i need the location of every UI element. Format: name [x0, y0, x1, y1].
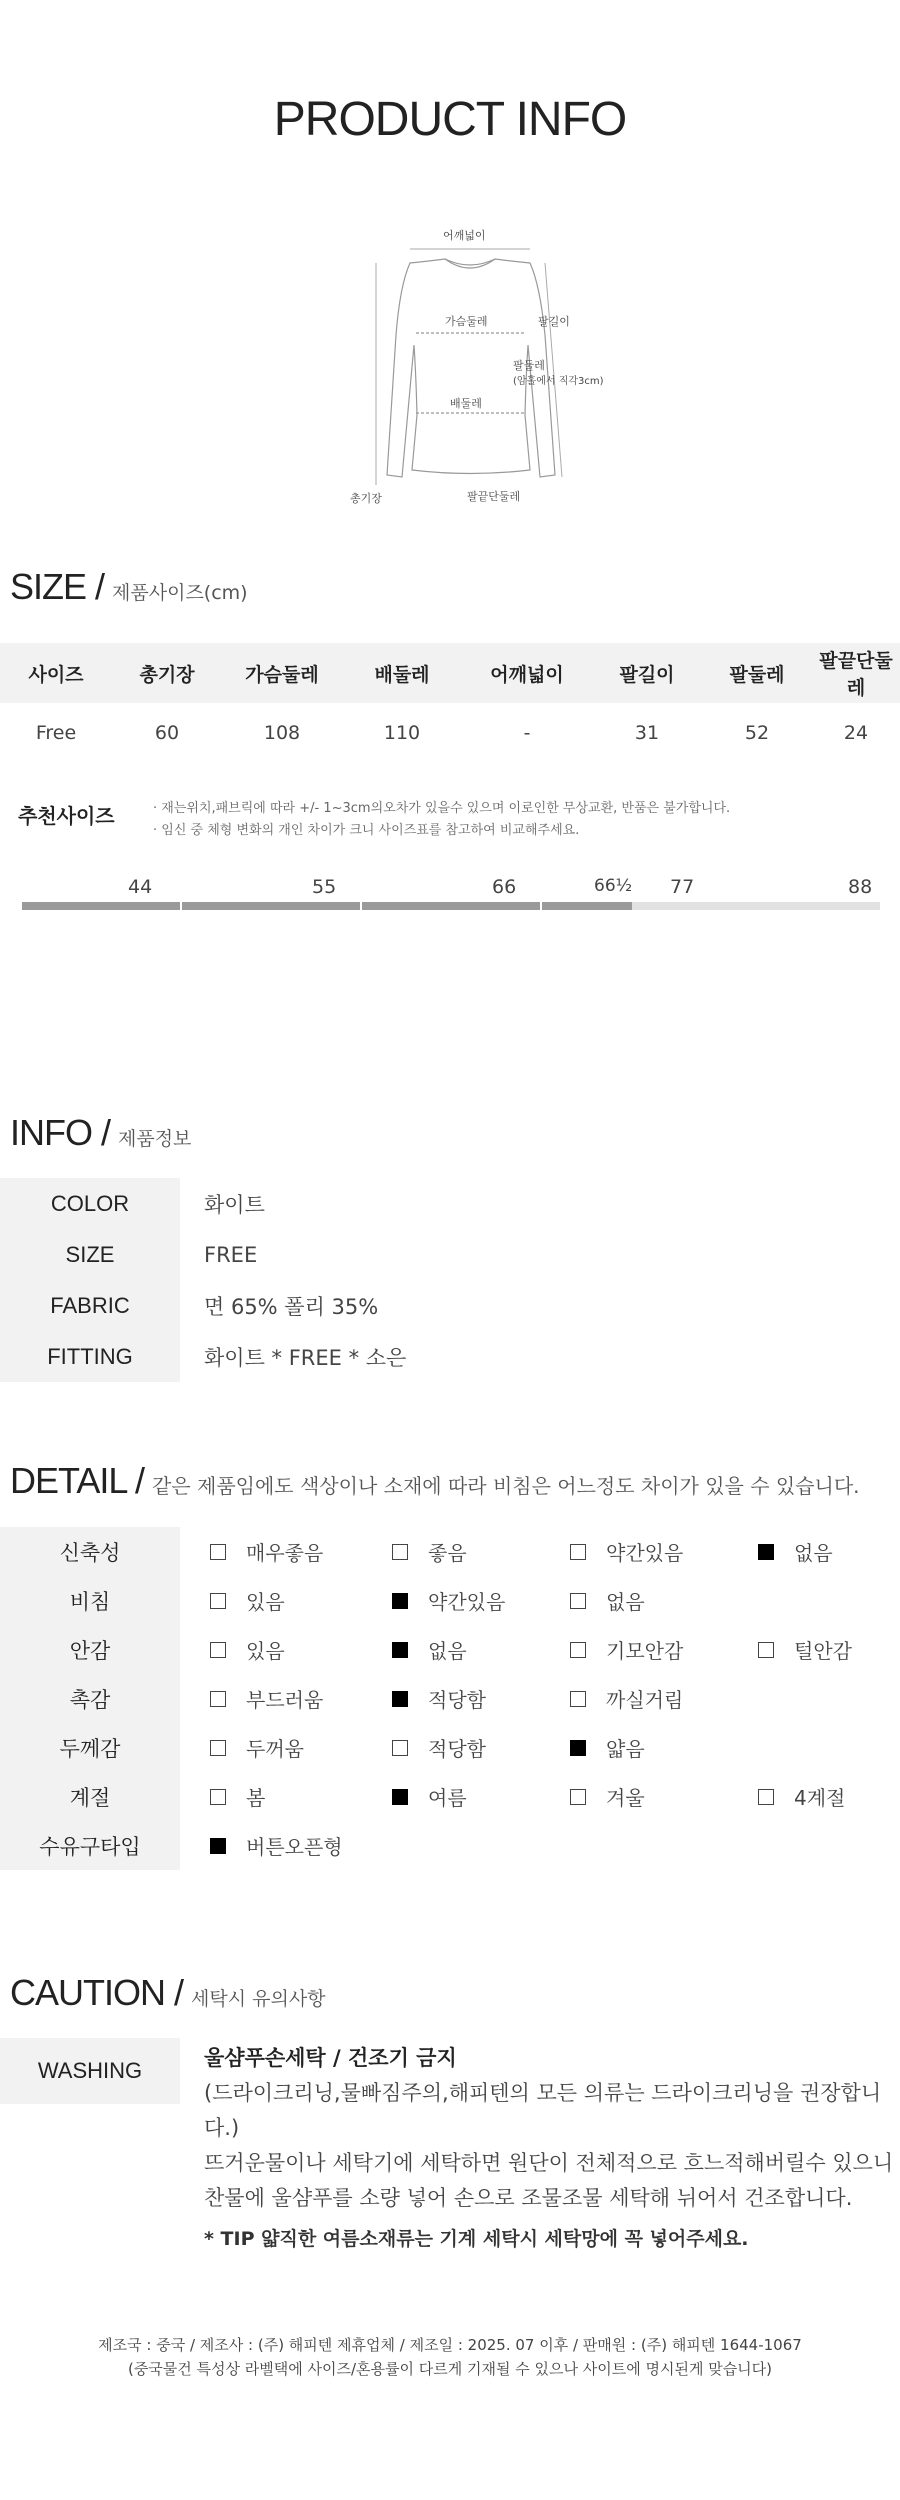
- detail-option-label: 두꺼움: [246, 1737, 304, 1761]
- caution-subheading: 세탁시 유의사항: [191, 1988, 326, 2010]
- detail-option: [570, 1772, 645, 1821]
- size-cell: 110: [383, 722, 421, 744]
- detail-option: [392, 1723, 486, 1772]
- unchecked-box-icon: [570, 1691, 586, 1707]
- diagram-label-chest: 가슴둘레: [445, 315, 488, 328]
- detail-option-label: 좋음: [428, 1541, 467, 1565]
- scale-bar-filled: [542, 902, 632, 910]
- detail-option-label: 약간있음: [428, 1590, 506, 1614]
- detail-section-heading: [10, 1460, 860, 1502]
- size-cell: -: [523, 722, 531, 744]
- info-table: [0, 1178, 900, 1382]
- detail-option-label: 까실거림: [606, 1688, 684, 1712]
- unchecked-box-icon: [210, 1691, 226, 1707]
- info-key: FITTING: [0, 1331, 180, 1382]
- scale-size-label: 66: [492, 876, 517, 898]
- size-cell: 108: [263, 722, 301, 744]
- unchecked-box-icon: [570, 1593, 586, 1609]
- detail-option: [210, 1576, 285, 1625]
- recommend-size-notes: [153, 798, 730, 842]
- detail-heading: DETAIL /: [10, 1460, 145, 1501]
- scale-bar-filled: [22, 902, 180, 910]
- scale-size-label: 66½: [594, 876, 633, 896]
- washing-details: [204, 2042, 894, 2251]
- detail-option-label: 부드러움: [246, 1688, 324, 1712]
- size-header-cell: 총기장: [139, 663, 195, 686]
- detail-option: [210, 1625, 285, 1674]
- detail-table: [0, 1527, 900, 1870]
- diagram-label-sleeve-circ-note: (암홀에서 직각3cm): [513, 376, 604, 387]
- detail-row: [0, 1772, 900, 1821]
- detail-option: [210, 1821, 343, 1870]
- page-title: PRODUCT INFO: [273, 93, 627, 146]
- detail-row: [0, 1723, 900, 1772]
- washing-line: 찬물에 울샴푸를 소량 넣어 손으로 조물조물 세탁해 뉘어서 건조합니다.: [204, 2186, 853, 2210]
- detail-option: [570, 1625, 683, 1674]
- unchecked-box-icon: [758, 1789, 774, 1805]
- footer-info: [0, 2333, 900, 2381]
- detail-option-label: 4계절: [794, 1786, 846, 1810]
- recommend-size-label: 추천사이즈: [18, 804, 115, 828]
- size-note: · 임신 중 체형 변화의 개인 차이가 크니 사이즈표를 참고하여 비교해주세요.: [153, 823, 580, 838]
- detail-option: [570, 1723, 645, 1772]
- diagram-label-cuff: 팔끝단둘레: [467, 490, 521, 503]
- footer-line: (중국물건 특성상 라벨택에 사이즈/혼용률이 다르게 기재될 수 있으나 사이트에 명시된게 맞습니다): [127, 2360, 773, 2378]
- detail-option-label: 있음: [246, 1639, 285, 1663]
- washing-label: WASHING: [0, 2038, 180, 2104]
- info-value: FREE: [204, 1242, 258, 1267]
- scale-size-label: 55: [312, 876, 337, 898]
- detail-row: [0, 1625, 900, 1674]
- detail-row: [0, 1576, 900, 1625]
- info-row: [0, 1331, 900, 1382]
- garment-size-diagram: [330, 215, 630, 515]
- scale-bar-filled: [362, 902, 540, 910]
- detail-option: [210, 1674, 323, 1723]
- checked-box-icon: [392, 1691, 408, 1707]
- size-subheading: 제품사이즈(cm): [112, 582, 248, 604]
- checked-box-icon: [392, 1593, 408, 1609]
- checked-box-icon: [758, 1544, 774, 1560]
- detail-option: [210, 1723, 304, 1772]
- detail-key: 수유구타입: [0, 1821, 180, 1870]
- diagram-label-waist: 배둘레: [450, 397, 482, 410]
- detail-option-label: 버튼오픈형: [246, 1835, 343, 1859]
- size-table-body: [0, 703, 900, 763]
- unchecked-box-icon: [758, 1642, 774, 1658]
- detail-option: [570, 1527, 683, 1576]
- detail-option-label: 기모안감: [606, 1639, 684, 1663]
- detail-option: [210, 1772, 265, 1821]
- shirt-outline-icon: [330, 215, 630, 515]
- washing-line: (드라이크리닝,물빠짐주의,해피텐의 모든 의류는 드라이크리닝을 권장합니다.): [204, 2081, 882, 2140]
- scale-bar-empty: [632, 902, 880, 910]
- detail-option-label: 없음: [606, 1590, 645, 1614]
- unchecked-box-icon: [392, 1544, 408, 1560]
- unchecked-box-icon: [210, 1642, 226, 1658]
- detail-option-label: 얇음: [606, 1737, 645, 1761]
- info-row: [0, 1229, 900, 1280]
- detail-option: [210, 1527, 323, 1576]
- detail-option-label: 여름: [428, 1786, 467, 1810]
- size-table-header: [0, 643, 900, 703]
- size-section-heading: [10, 566, 248, 608]
- checked-box-icon: [210, 1838, 226, 1854]
- detail-option: [570, 1576, 645, 1625]
- detail-option: [392, 1674, 486, 1723]
- info-row: [0, 1280, 900, 1331]
- diagram-label-sleeve-length: 팔길이: [538, 315, 570, 328]
- info-key: FABRIC: [0, 1280, 180, 1331]
- detail-row: [0, 1674, 900, 1723]
- info-value: 화이트 * FREE * 소은: [204, 1345, 407, 1370]
- detail-option: [392, 1772, 467, 1821]
- size-cell: Free: [35, 722, 77, 744]
- size-header-cell: 팔끝단둘레: [819, 650, 893, 699]
- size-cell: 52: [744, 722, 770, 744]
- checked-box-icon: [392, 1789, 408, 1805]
- info-subheading: 제품정보: [118, 1128, 192, 1150]
- size-header-cell: 사이즈: [28, 663, 84, 686]
- washing-tip: * TIP 얇직한 여름소재류는 기계 세탁시 세탁망에 꼭 넣어주세요.: [204, 2228, 749, 2250]
- scale-bar-filled: [182, 902, 360, 910]
- unchecked-box-icon: [210, 1544, 226, 1560]
- size-cell: 24: [843, 722, 869, 744]
- detail-option: [392, 1527, 467, 1576]
- info-key: COLOR: [0, 1178, 180, 1229]
- info-value: 면 65% 폴리 35%: [204, 1294, 379, 1319]
- detail-key: 두께감: [0, 1723, 180, 1772]
- detail-option-label: 겨울: [606, 1786, 645, 1810]
- detail-row: [0, 1821, 900, 1870]
- scale-size-label: 77: [670, 876, 695, 898]
- detail-option: [758, 1625, 852, 1674]
- size-header-cell: 팔둘레: [729, 663, 785, 686]
- detail-key: 비침: [0, 1576, 180, 1625]
- unchecked-box-icon: [210, 1740, 226, 1756]
- detail-row: [0, 1527, 900, 1576]
- footer-line: 제조국 : 중국 / 제조사 : (주) 해피텐 제휴업체 / 제조일 : 2025. 07 이후 / 판매원 : (주) 해피텐 1644-1067: [98, 2336, 802, 2354]
- size-header-cell: 가슴둘레: [245, 663, 319, 686]
- size-header-cell: 팔길이: [619, 663, 675, 686]
- detail-key: 신축성: [0, 1527, 180, 1576]
- unchecked-box-icon: [210, 1593, 226, 1609]
- washing-title: 울샴푸손세탁 / 건조기 금지: [204, 2046, 457, 2070]
- detail-option-label: 없음: [794, 1541, 833, 1565]
- detail-key: 계절: [0, 1772, 180, 1821]
- caution-heading: CAUTION /: [10, 1972, 184, 2013]
- size-table-row: [0, 703, 900, 763]
- detail-option-label: 털안감: [794, 1639, 852, 1663]
- washing-line: 뜨거운물이나 세탁기에 세탁하면 원단이 전체적으로 흐느적해버릴수 있으니: [204, 2151, 894, 2175]
- diagram-label-shoulder: 어깨넓이: [443, 229, 486, 242]
- unchecked-box-icon: [570, 1642, 586, 1658]
- detail-option-label: 적당함: [428, 1737, 486, 1761]
- detail-option-label: 있음: [246, 1590, 285, 1614]
- size-table: [0, 643, 900, 763]
- detail-option-label: 약간있음: [606, 1541, 684, 1565]
- size-cell: 31: [634, 722, 660, 744]
- detail-subheading: 같은 제품임에도 색상이나 소재에 따라 비침은 어느정도 차이가 있을 수 있습니다.: [152, 1474, 860, 1498]
- size-cell: 60: [154, 722, 180, 744]
- checked-box-icon: [392, 1642, 408, 1658]
- detail-option: [570, 1674, 683, 1723]
- size-header-cell: 어깨넓이: [490, 663, 564, 686]
- scale-size-label: 88: [848, 876, 873, 898]
- caution-section-heading: [10, 1972, 326, 2014]
- info-row: [0, 1178, 900, 1229]
- unchecked-box-icon: [392, 1740, 408, 1756]
- unchecked-box-icon: [570, 1544, 586, 1560]
- info-heading: INFO /: [10, 1112, 110, 1153]
- detail-option: [758, 1527, 833, 1576]
- diagram-label-sleeve-circ: 팔둘레: [513, 359, 545, 372]
- diagram-label-total-length: 총기장: [350, 492, 382, 505]
- info-value: 화이트: [204, 1192, 265, 1217]
- detail-option-label: 매우좋음: [246, 1541, 324, 1565]
- info-key: SIZE: [0, 1229, 180, 1280]
- size-header-cell: 배둘레: [374, 663, 430, 686]
- detail-option: [392, 1576, 505, 1625]
- detail-option: [392, 1625, 467, 1674]
- detail-option-label: 없음: [428, 1639, 467, 1663]
- detail-key: 촉감: [0, 1674, 180, 1723]
- detail-option: [758, 1772, 845, 1821]
- detail-key: 안감: [0, 1625, 180, 1674]
- detail-option-label: 적당함: [428, 1688, 486, 1712]
- unchecked-box-icon: [570, 1789, 586, 1805]
- unchecked-box-icon: [210, 1789, 226, 1805]
- size-heading: SIZE /: [10, 566, 105, 607]
- info-section-heading: [10, 1112, 191, 1154]
- size-note: · 재는위치,패브릭에 따라 +/- 1~3cm의오차가 있을수 있으며 이로인한 무상교환, 반품은 불가합니다.: [153, 801, 731, 816]
- checked-box-icon: [570, 1740, 586, 1756]
- detail-option-label: 봄: [246, 1786, 266, 1810]
- scale-size-label: 44: [128, 876, 153, 898]
